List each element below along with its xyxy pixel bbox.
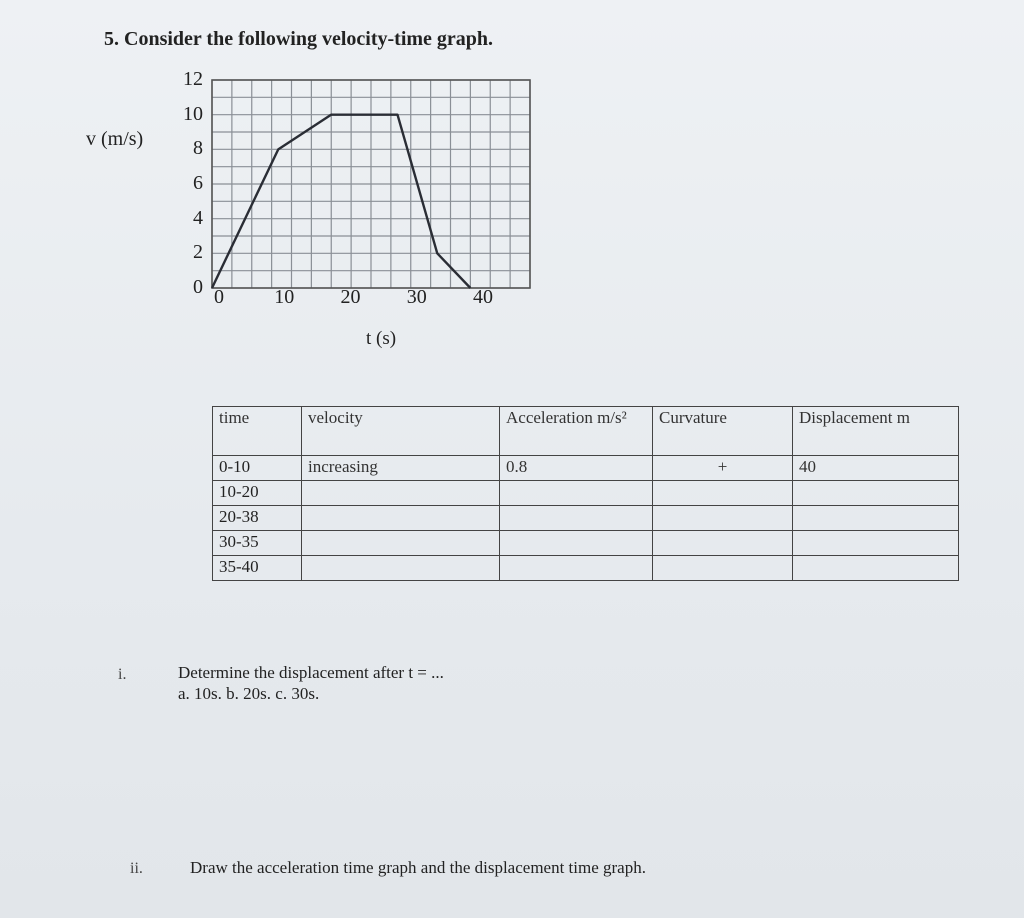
x-tick-label: 30: [406, 286, 427, 308]
x-tick-label: 10: [274, 286, 295, 308]
part-i-number: i.: [118, 666, 127, 683]
part-i-options: a. 10s. b. 20s. c. 30s.: [178, 684, 320, 703]
cell-time: 10-20: [213, 481, 302, 506]
cell-curvature: [653, 556, 793, 581]
table-row: [213, 456, 959, 481]
y-tick-label: 8: [193, 137, 203, 160]
table-row: [213, 556, 959, 581]
header-displacement: Displacement m: [793, 407, 959, 456]
cell-velocity: increasing: [302, 456, 500, 481]
cell-velocity: [302, 506, 500, 531]
cell-displacement: [793, 506, 959, 531]
cell-time: 0-10: [213, 456, 302, 481]
cell-time: 35-40: [213, 556, 302, 581]
cell-displacement: [793, 531, 959, 556]
header-velocity: velocity: [302, 407, 500, 456]
cell-displacement: 40: [793, 456, 959, 481]
x-tick-label: 0: [214, 286, 224, 308]
velocity-time-graph: [0, 0, 1024, 400]
cell-velocity: [302, 556, 500, 581]
header-curvature: Curvature: [653, 407, 793, 456]
table-row: [213, 506, 959, 531]
y-tick-label: 0: [193, 276, 203, 298]
header-acceleration: Acceleration m/s²: [500, 407, 653, 456]
cell-curvature: [653, 481, 793, 506]
cell-acceleration: [500, 556, 653, 581]
question-title: 5. Consider the following velocity-time graph.: [104, 28, 494, 50]
part-i-question: Determine the displacement after t = ...: [178, 663, 444, 682]
cell-acceleration: [500, 531, 653, 556]
y-tick-label: 12: [183, 68, 203, 90]
cell-acceleration: 0.8: [500, 456, 653, 481]
y-axis-label: v (m/s): [86, 128, 144, 150]
header-time: time: [213, 407, 302, 456]
cell-time: 20-38: [213, 506, 302, 531]
cell-acceleration: [500, 481, 653, 506]
graph-grid: [212, 80, 530, 288]
x-tick-label: 20: [340, 286, 361, 308]
cell-curvature: +: [653, 456, 793, 481]
part-ii-question: Draw the acceleration time graph and the displacement time graph.: [190, 858, 646, 877]
table-row: [213, 481, 959, 506]
cell-displacement: [793, 481, 959, 506]
cell-curvature: [653, 506, 793, 531]
y-tick-label: 6: [193, 172, 203, 194]
y-tick-label: 2: [193, 241, 203, 264]
cell-velocity: [302, 481, 500, 506]
cell-velocity: [302, 531, 500, 556]
x-tick-label: 40: [473, 286, 493, 308]
cell-displacement: [793, 556, 959, 581]
part-ii-number: ii.: [130, 860, 143, 877]
cell-curvature: [653, 531, 793, 556]
y-tick-label: 10: [183, 102, 203, 125]
y-tick-label: 4: [193, 206, 203, 229]
motion-table: [212, 406, 959, 581]
table-header-row: [213, 407, 959, 456]
x-axis-label: t (s): [366, 328, 397, 349]
cell-acceleration: [500, 506, 653, 531]
table-row: [213, 531, 959, 556]
cell-time: 30-35: [213, 531, 302, 556]
